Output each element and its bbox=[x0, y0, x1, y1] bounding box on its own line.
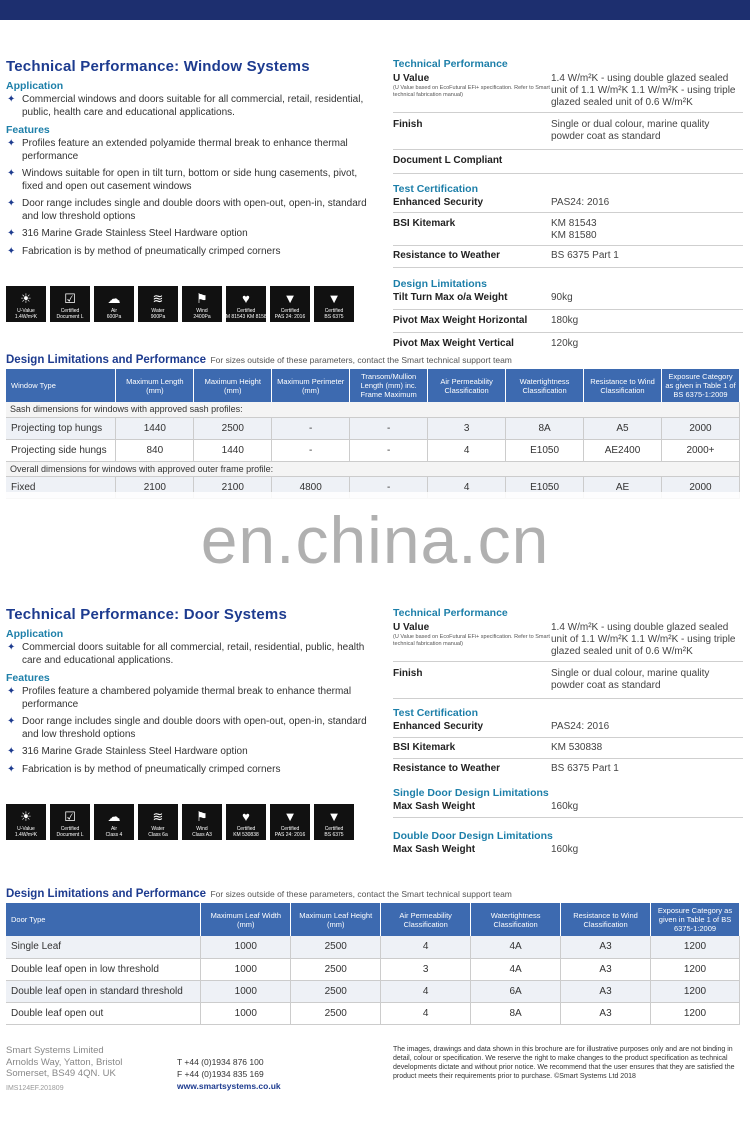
footer-website-link[interactable]: www.smartsystems.co.uk bbox=[177, 1081, 281, 1091]
spec-badge-value: 600Pa bbox=[106, 314, 122, 320]
table-cell: AE2400 bbox=[584, 439, 662, 461]
table-header-cell: Watertightness Classification bbox=[506, 369, 584, 402]
spec-badge bbox=[50, 286, 90, 322]
document-check-icon: ☑ bbox=[64, 291, 76, 306]
table-cell: AE bbox=[584, 476, 662, 498]
spec-badge bbox=[270, 286, 310, 322]
spec-badge-value: BS 6375 bbox=[324, 832, 344, 838]
table-cell: 2500 bbox=[291, 936, 381, 958]
feature-text: Fabrication is by method of pneumatically crimped corners bbox=[22, 245, 281, 257]
feature-text: Door range includes single and double doors with open-out, open-in, standard and low threshold options bbox=[22, 716, 367, 740]
table-header-cell: Watertightness Classification bbox=[471, 903, 561, 936]
door-single-heading: Single Door Design Limitations bbox=[393, 787, 549, 799]
footer-address bbox=[6, 1045, 122, 1094]
window-design-lim-heading: Design Limitations bbox=[393, 278, 487, 290]
table-cell: A3 bbox=[561, 980, 651, 1002]
spec-badge-label: Air bbox=[110, 308, 118, 314]
feature-item bbox=[6, 746, 376, 759]
table-header-cell: Door Type bbox=[6, 903, 201, 936]
kitemark-icon: ♥ bbox=[242, 291, 250, 306]
spec-badge-label: Water bbox=[151, 308, 165, 314]
spec-badge-value: KM 81543 KM 81580 bbox=[222, 314, 270, 320]
feature-item bbox=[6, 168, 376, 193]
window-enhanced-security-row: Enhanced Security PAS24: 2016 bbox=[393, 195, 743, 213]
footer-address-line2: Somerset, BS49 4QN. UK bbox=[6, 1068, 116, 1079]
spec-badge bbox=[226, 804, 266, 840]
table-cell: - bbox=[272, 417, 350, 439]
door-performance-table bbox=[6, 903, 740, 1025]
spec-badge bbox=[94, 286, 134, 322]
footer-fax: F +44 (0)1934 835 169 bbox=[177, 1069, 264, 1079]
spec-badge bbox=[314, 804, 354, 840]
spec-badge-value: PAS 24: 2016 bbox=[274, 314, 306, 320]
table-cell: 1000 bbox=[201, 1002, 291, 1024]
door-application-item: ✦ Commercial doors suitable for all commercial, retail, residential, public, health care and educational applications. bbox=[7, 642, 365, 666]
window-weather-row: Resistance to Weather BS 6375 Part 1 bbox=[393, 246, 743, 268]
table-cell: 6A bbox=[471, 980, 561, 1002]
table-cell: 4 bbox=[428, 476, 506, 498]
spec-badge-value: BS 6375 bbox=[324, 314, 344, 320]
window-pivot-h-row: Pivot Max Weight Horizontal 180kg bbox=[393, 310, 743, 333]
table-cell: 4800 bbox=[272, 476, 350, 498]
window-performance-table bbox=[6, 369, 740, 499]
feature-item bbox=[6, 138, 376, 163]
document-check-icon: ☑ bbox=[64, 809, 76, 824]
window-doc-l-row: Document L Compliant bbox=[393, 150, 743, 174]
door-table-caption: Design Limitations and Performance For sizes outside of these parameters, contact the Smart technical support team bbox=[6, 888, 512, 900]
spec-badge bbox=[6, 804, 46, 840]
table-subheading-row bbox=[6, 402, 740, 417]
table-cell: 1000 bbox=[201, 958, 291, 980]
spec-badge-value: 1.4W/m²K bbox=[14, 314, 38, 320]
footer-address-line1: Arnolds Way, Yatton, Bristol bbox=[6, 1056, 123, 1068]
door-application-heading: Application bbox=[6, 628, 64, 640]
table-cell: 2100 bbox=[194, 476, 272, 498]
table-cell: A3 bbox=[561, 936, 651, 958]
spec-badge-label: Certified bbox=[324, 308, 344, 314]
table-header-cell: Resistance to Wind Classification bbox=[584, 369, 662, 402]
star-bullet-icon: ✦ bbox=[7, 138, 16, 149]
door-left-column bbox=[6, 606, 376, 781]
spec-badge-label: Certified bbox=[324, 826, 344, 832]
table-cell: 2000+ bbox=[661, 439, 739, 461]
door-icon-row bbox=[6, 804, 354, 840]
table-cell: - bbox=[272, 439, 350, 461]
spec-badge bbox=[50, 804, 90, 840]
table-header-cell: Maximum Leaf Height (mm) bbox=[291, 903, 381, 936]
feature-text: Profiles feature an extended polyamide thermal break to enhance thermal performance bbox=[22, 138, 348, 162]
spec-badge bbox=[6, 286, 46, 322]
spec-badge-value: Document L bbox=[56, 832, 84, 838]
table-cell: 3 bbox=[428, 417, 506, 439]
table-cell: Double leaf open out bbox=[6, 1002, 201, 1024]
spec-badge-label: Certified bbox=[60, 826, 80, 832]
spec-badge-label: U-Value bbox=[17, 308, 35, 314]
shield-icon: ▼ bbox=[283, 291, 297, 306]
table-cell: - bbox=[350, 476, 428, 498]
table-cell: 8A bbox=[471, 1002, 561, 1024]
table-subheading: Overall dimensions for windows with approved outer frame profile: bbox=[6, 461, 740, 476]
table-subheading-row bbox=[6, 461, 740, 476]
water-waves-icon: ≋ bbox=[152, 291, 164, 306]
feature-item bbox=[6, 686, 376, 711]
table-cell: Single Leaf bbox=[6, 936, 201, 958]
spec-badge-value: Class 6a bbox=[148, 832, 168, 838]
table-cell: Projecting side hungs bbox=[6, 439, 116, 461]
spec-badge bbox=[182, 804, 222, 840]
window-table-caption: Design Limitations and Performance For sizes outside of these parameters, contact the Smart technical support team bbox=[6, 354, 512, 366]
table-cell: 1440 bbox=[194, 439, 272, 461]
star-bullet-icon: ✦ bbox=[7, 245, 16, 257]
door-features-heading: Features bbox=[6, 672, 50, 684]
shield-icon: ▼ bbox=[327, 291, 341, 306]
window-left-column bbox=[6, 58, 376, 263]
sun-icon: ☀ bbox=[20, 291, 32, 306]
spec-badge-value: 2400Pa bbox=[193, 314, 211, 320]
spec-badge-value: 1.4W/m²K bbox=[14, 832, 38, 838]
spec-badge-label: Wind bbox=[196, 826, 208, 832]
feature-text: Fabrication is by method of pneumatically crimped corners bbox=[22, 763, 281, 775]
window-features-heading: Features bbox=[6, 124, 50, 136]
table-header-cell: Transom/Mullion Length (mm) inc. Frame Maximum bbox=[350, 369, 428, 402]
spec-badge bbox=[270, 804, 310, 840]
table-cell: 2100 bbox=[116, 476, 194, 498]
door-right-column bbox=[393, 607, 743, 860]
table-cell: 1440 bbox=[116, 417, 194, 439]
star-bullet-icon: ✦ bbox=[7, 198, 16, 209]
table-cell: 2500 bbox=[291, 980, 381, 1002]
table-cell: 1200 bbox=[651, 980, 740, 1002]
table-cell: 2500 bbox=[194, 417, 272, 439]
spec-badge bbox=[314, 286, 354, 322]
spec-badge-label: Air bbox=[110, 826, 118, 832]
footer-company: Smart Systems Limited bbox=[6, 1045, 104, 1056]
spec-badge bbox=[182, 286, 222, 322]
wind-sock-icon: ⚑ bbox=[196, 291, 208, 306]
door-enhanced-security-row: Enhanced Security PAS24: 2016 bbox=[393, 719, 743, 738]
air-cloud-icon: ☁ bbox=[107, 809, 121, 824]
table-cell: Fixed bbox=[6, 476, 116, 498]
door-bsi-kitemark-row: BSI Kitemark KM 530838 bbox=[393, 738, 743, 759]
top-banner-bar bbox=[0, 0, 750, 20]
window-features-list bbox=[6, 138, 376, 258]
table-cell: 2000 bbox=[661, 417, 739, 439]
star-bullet-icon: ✦ bbox=[7, 763, 16, 775]
table-header-cell: Maximum Leaf Width (mm) bbox=[201, 903, 291, 936]
door-test-cert-heading: Test Certification bbox=[393, 707, 478, 719]
table-header-cell: Air Permeability Classification bbox=[381, 903, 471, 936]
door-section-title: Technical Performance: Door Systems bbox=[6, 606, 287, 623]
table-cell: 8A bbox=[506, 417, 584, 439]
spec-badge-label: Certified bbox=[60, 308, 80, 314]
feature-text: 316 Marine Grade Stainless Steel Hardware option bbox=[22, 746, 248, 757]
feature-item bbox=[6, 716, 376, 741]
star-bullet-icon: ✦ bbox=[7, 168, 16, 179]
table-cell: 2000 bbox=[661, 476, 739, 498]
window-right-column bbox=[393, 58, 743, 354]
feature-item bbox=[6, 764, 376, 777]
spec-badge-value: 900Pa bbox=[150, 314, 166, 320]
table-cell: 1200 bbox=[651, 1002, 740, 1024]
footer-tel: T +44 (0)1934 876 100 bbox=[177, 1057, 264, 1067]
table-cell: 4A bbox=[471, 936, 561, 958]
table-row bbox=[6, 980, 740, 1002]
table-cell: E1050 bbox=[506, 476, 584, 498]
window-tilt-row: Tilt Turn Max o/a Weight 90kg bbox=[393, 290, 743, 310]
door-single-sash-row: Max Sash Weight 160kg bbox=[393, 799, 743, 818]
table-row bbox=[6, 1002, 740, 1024]
table-cell: A3 bbox=[561, 958, 651, 980]
window-test-cert-heading: Test Certification bbox=[393, 183, 478, 195]
window-application-heading: Application bbox=[6, 80, 64, 92]
footer-contact bbox=[177, 1056, 281, 1092]
table-header-cell: Air Permeability Classification bbox=[428, 369, 506, 402]
table-cell: - bbox=[350, 439, 428, 461]
table-row bbox=[6, 958, 740, 980]
table-cell: A3 bbox=[561, 1002, 651, 1024]
spec-badge-value: PAS 24: 2016 bbox=[274, 832, 306, 838]
spec-badge-value: Document L bbox=[56, 314, 84, 320]
door-u-value-row: U Value (U Value based on EcoFutural EFi+ specification. Refer to Smart technical fabrication manual) 1.4 W/m²K - using double glazed sealed unit of 1.1 W/m²K 1.1 W/m²K - using triple glazed sealed unit of 0.6 W/m²K bbox=[393, 622, 743, 662]
feature-text: Door range includes single and double doors with open-out, open-in, standard and low threshold options bbox=[22, 198, 367, 222]
table-cell: 4 bbox=[381, 936, 471, 958]
window-pivot-v-row: Pivot Max Weight Vertical 120kg bbox=[393, 338, 579, 349]
spec-badge-value: KM 530838 bbox=[233, 832, 259, 838]
table-cell: 1200 bbox=[651, 958, 740, 980]
star-bullet-icon: ✦ bbox=[7, 94, 16, 105]
window-bsi-kitemark-row: BSI Kitemark KM 81543 KM 81580 bbox=[393, 213, 743, 246]
footer-disclaimer: The images, drawings and data shown in this brochure are for illustrative purposes only and are not binding in detail, colour or specification. We reserve the right to make changes to the product specification as technical developments dictate and without prior notice. We recommend that the user ensures that they are satisfied the product meets their requirements prior to purchase. ©Smart Systems Ltd 2018 bbox=[393, 1046, 735, 1080]
table-row bbox=[6, 439, 740, 461]
table-cell: 1000 bbox=[201, 936, 291, 958]
star-bullet-icon: ✦ bbox=[7, 746, 16, 757]
spec-badge-label: Certified bbox=[280, 308, 300, 314]
spec-badge-label: U-Value bbox=[17, 826, 35, 832]
feature-item bbox=[6, 246, 376, 259]
window-u-value-row: U Value (U Value based on EcoFutural EFi+ specification. Refer to Smart technical fabrication manual) 1.4 W/m²K - using double glazed sealed unit of 1.1 W/m²K 1.1 W/m²K - using triple glazed sealed unit of 0.6 W/m²K bbox=[393, 73, 743, 113]
table-cell: 2500 bbox=[291, 958, 381, 980]
table-cell: A5 bbox=[584, 417, 662, 439]
feature-item bbox=[6, 198, 376, 223]
door-double-heading: Double Door Design Limitations bbox=[393, 830, 553, 842]
table-header-cell: Maximum Height (mm) bbox=[194, 369, 272, 402]
spec-badge bbox=[94, 804, 134, 840]
table-header-cell: Resistance to Wind Classification bbox=[561, 903, 651, 936]
door-finish-row: Finish Single or dual colour, marine quality powder coat as standard bbox=[393, 662, 743, 699]
table-cell: Double leaf open in low threshold bbox=[6, 958, 201, 980]
star-bullet-icon: ✦ bbox=[7, 642, 16, 653]
table-cell: E1050 bbox=[506, 439, 584, 461]
table-cell: 1200 bbox=[651, 936, 740, 958]
table-row bbox=[6, 417, 740, 439]
table-cell: 1000 bbox=[201, 980, 291, 1002]
table-cell: 840 bbox=[116, 439, 194, 461]
footer-ref: IMS124EF.201809 bbox=[6, 1084, 64, 1092]
sun-icon: ☀ bbox=[20, 809, 32, 824]
window-finish-row: Finish Single or dual colour, marine quality powder coat as standard bbox=[393, 113, 743, 150]
watermark-text: en.china.cn bbox=[200, 503, 550, 577]
table-cell: 3 bbox=[381, 958, 471, 980]
door-tech-perf-heading: Technical Performance bbox=[393, 607, 508, 619]
spec-badge-label: Water bbox=[151, 826, 165, 832]
table-header-cell: Exposure Category as given in Table 1 of BS 6375-1:2009 bbox=[651, 903, 740, 936]
table-header-cell: Maximum Perimeter (mm) bbox=[272, 369, 350, 402]
window-application-item: ✦ Commercial windows and doors suitable for all commercial, retail, residential, public, health care and educational applications. bbox=[7, 94, 364, 118]
window-icon-row bbox=[6, 286, 354, 322]
feature-text: Windows suitable for open in tilt turn, bottom or side hung casements, pivot, fixed and open out casement windows bbox=[22, 168, 358, 192]
spec-badge bbox=[138, 286, 178, 322]
table-header-cell: Window Type bbox=[6, 369, 116, 402]
spec-badge-label: Certified bbox=[236, 308, 256, 314]
table-row bbox=[6, 936, 740, 958]
kitemark-icon: ♥ bbox=[242, 809, 250, 824]
spec-badge-label: Wind bbox=[196, 308, 208, 314]
table-subheading: Sash dimensions for windows with approved sash profiles: bbox=[6, 402, 740, 417]
star-bullet-icon: ✦ bbox=[7, 686, 16, 697]
spec-badge bbox=[222, 286, 270, 322]
feature-text: 316 Marine Grade Stainless Steel Hardware option bbox=[22, 228, 248, 239]
spec-badge-label: Certified bbox=[280, 826, 300, 832]
table-cell: Double leaf open in standard threshold bbox=[6, 980, 201, 1002]
door-weather-row: Resistance to Weather BS 6375 Part 1 bbox=[393, 763, 619, 774]
air-cloud-icon: ☁ bbox=[107, 291, 121, 306]
shield-icon: ▼ bbox=[327, 809, 341, 824]
wind-sock-icon: ⚑ bbox=[196, 809, 208, 824]
shield-icon: ▼ bbox=[283, 809, 297, 824]
window-tech-perf-heading: Technical Performance bbox=[393, 58, 508, 70]
table-cell: Projecting top hungs bbox=[6, 417, 116, 439]
feature-item bbox=[6, 228, 376, 241]
spec-badge-value: Class 4 bbox=[105, 832, 123, 838]
feature-text: Profiles feature a chambered polyamide thermal break to enhance thermal performance bbox=[22, 686, 352, 710]
star-bullet-icon: ✦ bbox=[7, 228, 16, 239]
spec-badge bbox=[138, 804, 178, 840]
table-cell: 4 bbox=[428, 439, 506, 461]
table-header-cell: Maximum Length (mm) bbox=[116, 369, 194, 402]
spec-badge-label: Certified bbox=[236, 826, 256, 832]
water-waves-icon: ≋ bbox=[152, 809, 164, 824]
table-header-cell: Exposure Category as given in Table 1 of BS 6375-1:2009 bbox=[661, 369, 739, 402]
table-cell: 2500 bbox=[291, 1002, 381, 1024]
table-cell: 4A bbox=[471, 958, 561, 980]
table-cell: - bbox=[350, 417, 428, 439]
star-bullet-icon: ✦ bbox=[7, 716, 16, 727]
window-section-title: Technical Performance: Window Systems bbox=[6, 58, 310, 75]
door-double-sash-row: Max Sash Weight 160kg bbox=[393, 844, 579, 855]
door-features-list bbox=[6, 686, 376, 776]
table-cell: 4 bbox=[381, 980, 471, 1002]
table-cell: 4 bbox=[381, 1002, 471, 1024]
spec-badge-value: Class A3 bbox=[192, 832, 212, 838]
